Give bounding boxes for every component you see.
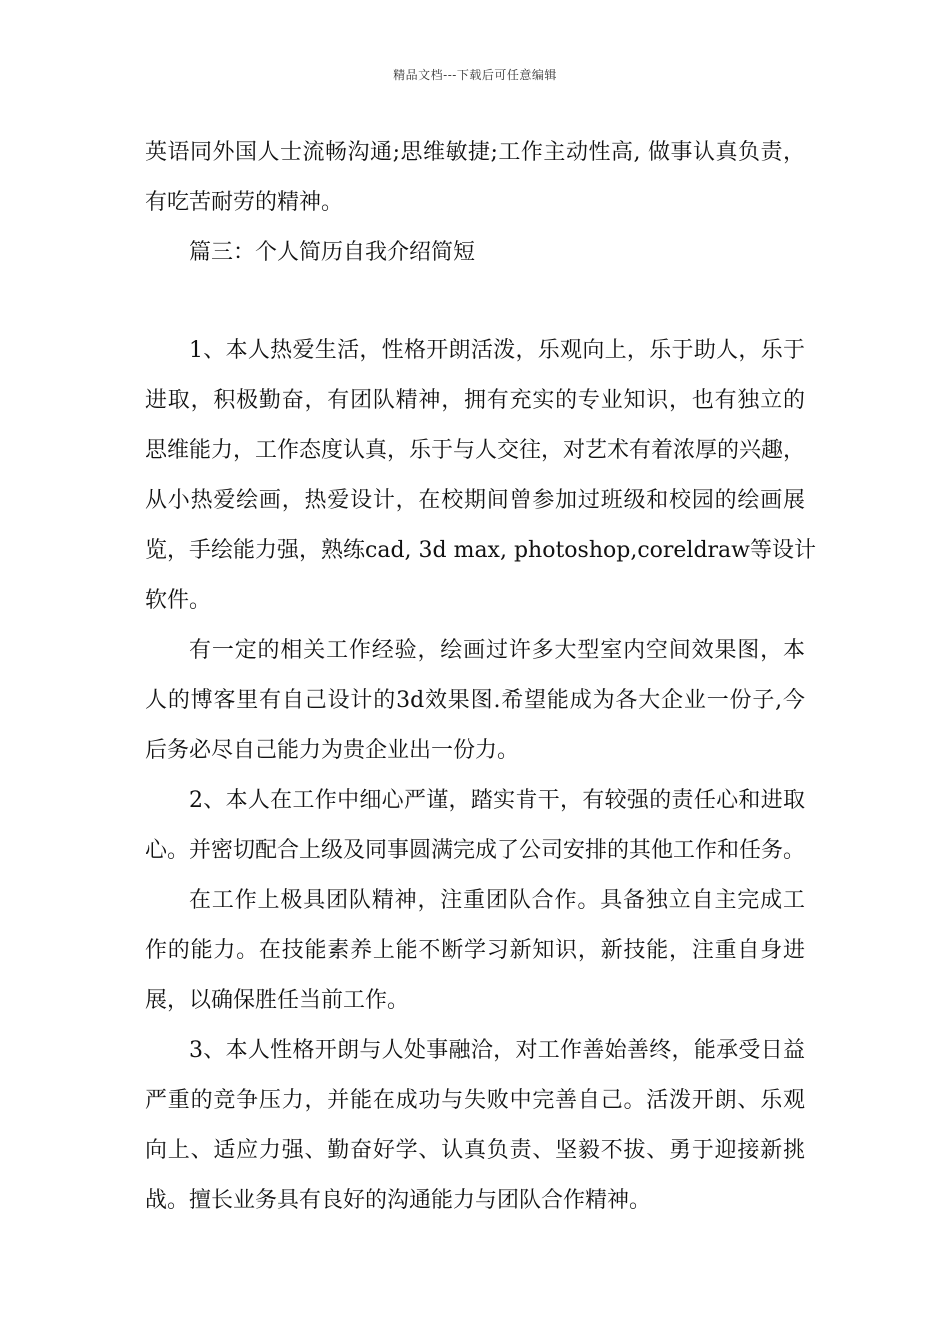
paragraph-continuation	[145, 128, 805, 228]
text-line: 有一定的相关工作经验，绘画过许多大型室内空间效果图，本	[189, 638, 805, 663]
text-line: 后务必尽自己能力为贵企业出一份力。	[145, 738, 520, 763]
text-line: 思维能力，工作态度认真，乐于与人交往，对艺术有着浓厚的兴趣，	[145, 438, 806, 463]
text-line: 心。并密切配合上级及同事圆满完成了公司安排的其他工作和任务。	[145, 838, 806, 863]
document-body	[145, 128, 817, 1226]
text-line: 览，手绘能力强，熟练cad, 3d max, photoshop,coreldraw等设计	[145, 538, 817, 563]
page-header: 精品文档---下载后可任意编辑	[393, 68, 557, 82]
text-line: 展，以确保胜任当前工作。	[145, 988, 410, 1013]
text-line: 严重的竞争压力，并能在成功与失败中完善自己。活泼开朗、乐观	[145, 1088, 805, 1113]
heading-text: 篇三：个人简历自我介绍简短	[189, 240, 476, 265]
text-line: 有吃苦耐劳的精神。	[145, 190, 344, 215]
paragraph	[145, 776, 805, 876]
text-line: 1、本人热爱生活，性格开朗活泼，乐观向上，乐于助人，乐于	[189, 338, 805, 363]
text-line: 英语同外国人士流畅沟通;思维敏捷;工作主动性高, 做事认真负责，	[145, 140, 805, 165]
text-line: 软件。	[145, 588, 212, 613]
paragraph	[145, 626, 805, 776]
text-line: 从小热爱绘画，热爱设计，在校期间曾参加过班级和校园的绘画展	[145, 488, 805, 513]
text-line: 3、本人性格开朗与人处事融洽，对工作善始善终，能承受日益	[189, 1038, 805, 1063]
text-line: 2、本人在工作中细心严谨，踏实肯干，有较强的责任心和进取	[189, 788, 805, 813]
text-line: 向上、适应力强、勤奋好学、认真负责、坚毅不拔、勇于迎接新挑	[145, 1138, 805, 1163]
paragraph	[145, 326, 817, 626]
text-line: 战。擅长业务具有良好的沟通能力与团队合作精神。	[145, 1188, 652, 1213]
text-line: 作的能力。在技能素养上能不断学习新知识，新技能，注重自身进	[145, 938, 805, 963]
spacer	[145, 278, 805, 326]
section-heading	[145, 228, 805, 278]
text-line: 进取，积极勤奋，有团队精神，拥有充实的专业知识，也有独立的	[145, 388, 805, 413]
paragraph	[145, 1026, 805, 1226]
text-line: 在工作上极具团队精神，注重团队合作。具备独立自主完成工	[189, 888, 805, 913]
paragraph	[145, 876, 805, 1026]
text-line: 人的博客里有自己设计的3d效果图.希望能成为各大企业一份子,今	[145, 688, 805, 713]
